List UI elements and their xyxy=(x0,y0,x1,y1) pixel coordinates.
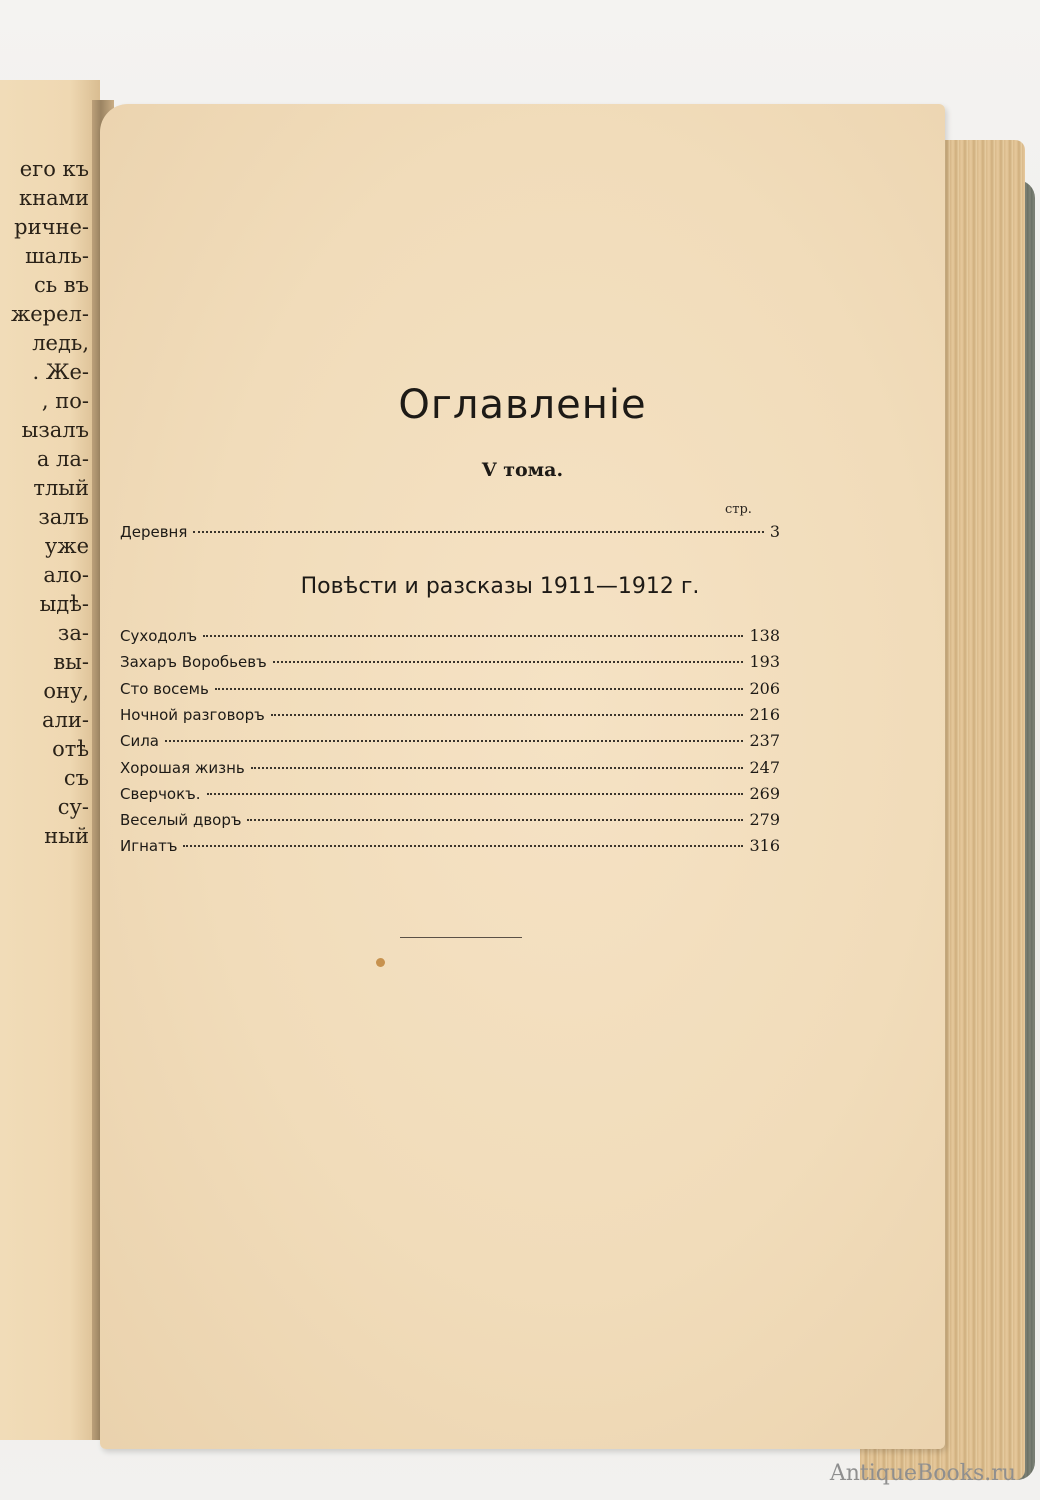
toc-entry-name: Игнатъ xyxy=(120,837,178,856)
dot-leader xyxy=(251,767,744,769)
toc-entry xyxy=(120,679,780,705)
left-page-line: уже xyxy=(44,534,89,558)
toc-entry-name: Сила xyxy=(120,732,160,751)
left-page-line: его къ xyxy=(19,157,89,181)
toc-entry xyxy=(120,810,780,836)
watermark: AntiqueBooks.ru xyxy=(829,1461,1016,1486)
paper-stain xyxy=(376,958,385,967)
left-page-line: су- xyxy=(57,795,89,819)
toc-entry-page: 247 xyxy=(749,757,780,777)
left-page-line: сь въ xyxy=(33,273,89,297)
divider-rule xyxy=(400,937,522,938)
volume-subtitle: V тома. xyxy=(481,459,564,481)
toc-entry-page: 206 xyxy=(749,678,780,698)
toc-entry-name: Ночной разговоръ xyxy=(120,705,265,724)
left-page-line: . Же- xyxy=(32,360,89,384)
left-page-line: отѣ xyxy=(52,737,89,761)
dot-leader xyxy=(165,740,743,742)
left-page-line: ало- xyxy=(43,563,89,587)
dot-leader xyxy=(271,714,744,716)
toc-entry-name: Хорошая жизнь xyxy=(120,758,245,777)
toc-entry-name: Сто восемь xyxy=(120,679,209,698)
toc-entry-page: 216 xyxy=(749,704,780,724)
left-page-line: съ xyxy=(63,766,89,790)
page-title: Оглавленіе xyxy=(398,382,647,428)
dot-leader xyxy=(207,793,744,795)
dot-leader xyxy=(247,819,743,821)
toc-entry-page: 237 xyxy=(749,731,780,751)
left-page-line: ледь, xyxy=(32,331,89,355)
contents-page xyxy=(100,104,945,1449)
left-page-text xyxy=(0,155,95,851)
dot-leader xyxy=(273,661,744,663)
toc-entry xyxy=(120,652,780,678)
toc-entry-name: Сверчокъ. xyxy=(120,784,201,803)
toc-entry xyxy=(120,522,780,548)
toc-entry xyxy=(120,836,780,862)
toc-entry xyxy=(120,705,780,731)
left-page-line: ону, xyxy=(43,679,89,703)
page-column-label: стр. xyxy=(725,502,752,517)
left-page xyxy=(0,80,100,1440)
toc-entry-page: 279 xyxy=(749,810,780,830)
toc-entry-page: 316 xyxy=(749,836,780,856)
dot-leader xyxy=(203,635,743,637)
section-heading: Повѣсти и разсказы 1911—1912 г. xyxy=(300,574,700,599)
left-page-line: ный xyxy=(44,824,89,848)
left-page-line: тлый xyxy=(33,476,89,500)
left-page-line: ыдѣ- xyxy=(39,592,89,616)
book xyxy=(0,110,1040,1440)
left-page-line: шаль- xyxy=(25,244,89,268)
left-page-line: вы- xyxy=(53,650,89,674)
toc-entry xyxy=(120,758,780,784)
toc-entry-name: Веселый дворъ xyxy=(120,811,242,830)
left-page-line: ызалъ xyxy=(21,418,89,442)
toc-entry-page: 138 xyxy=(749,626,780,645)
toc-entry xyxy=(120,626,780,652)
toc-entry-name: Суходолъ xyxy=(120,627,198,645)
left-page-line: кнами xyxy=(19,186,89,210)
left-page-line: а ла- xyxy=(36,447,89,471)
toc-entry xyxy=(120,784,780,810)
toc-entry-name: Деревня xyxy=(120,523,188,541)
dot-leader xyxy=(193,531,763,533)
toc-entry xyxy=(120,731,780,757)
left-page-line: ричне- xyxy=(14,215,89,239)
dot-leader xyxy=(215,688,744,690)
toc-entry-page: 3 xyxy=(769,522,780,541)
left-page-line: жерел- xyxy=(10,302,89,326)
left-page-line: за- xyxy=(57,621,89,645)
left-page-line: залъ xyxy=(38,505,89,529)
left-page-line: али- xyxy=(42,708,89,732)
toc-entry-page: 269 xyxy=(749,783,780,803)
left-page-line: , по- xyxy=(41,389,89,413)
toc-entry-page: 193 xyxy=(749,652,780,672)
toc-entry-name: Захаръ Воробьевъ xyxy=(120,653,267,672)
dot-leader xyxy=(183,845,743,847)
